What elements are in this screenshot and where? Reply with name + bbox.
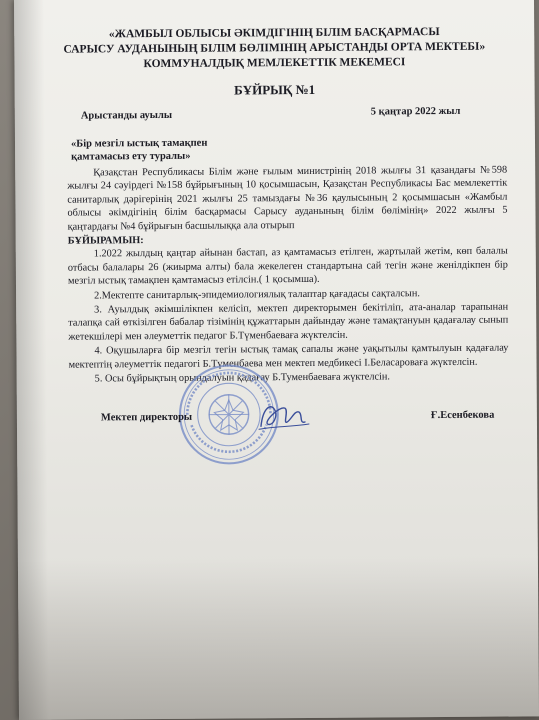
page-shadow-left	[14, 0, 49, 720]
order-title: БҰЙРЫҚ №1	[234, 81, 316, 98]
order-item-5: 5. Осы бұйрықтың орындалуын қадағау Б.Туменбаеваға жүктелсін.	[94, 371, 391, 385]
subject-line-1: «Бір мезгіл ыстық тамақпен	[70, 137, 208, 150]
signer-role: Мектеп директоры	[100, 411, 193, 424]
order-item-3: 3. Ауылдық әкімшілікпен келісіп, мектеп директорымен бекітіліп, ата-аналар тарапынан талапқа сай өткізілген бабалар тізімінің құжаттарын дайындау және тамақтануын қадағалау сынып жетекшілері мен әлеуметтік педагог Б.Түменбаеваға жүктелсін.	[68, 301, 509, 343]
intro-paragraph: Қазақстан Республикасы Білім және ғылым министрінің 2018 жылғы 31 қазандағы №598 жылғы 24 сәуірдегі №158 бұйрығының 10 қосымшасын, Қазақстан Республикасы Бас мемлекеттік санитарлық дәрігерінің 2021 жылғы 25 тамыздағы №36 қаулысының 2 қосымшасын «Жамбыл облысы әкімдігінің білім басқармасы Сарысу ауданының білім бөлімінің» 2022 жылғы 5 қаңтардағы №4 бұйрығын басшылыққа ала отырып	[67, 164, 508, 233]
order-date: 5 қаңтар 2022 жыл	[370, 105, 461, 118]
order-item-2: 2.Мектепте санитарлық-эпидемиологиялық талаптар қағадасы сақталсын.	[94, 287, 420, 302]
header-line-3: КОММУНАЛДЫҚ МЕМЛЕКЕТТІК МЕКЕМЕСІ	[143, 56, 406, 71]
order-word: БҰЙЫРАМЫН:	[67, 235, 144, 247]
order-place: Арыстанды ауылы	[80, 109, 173, 122]
order-item-1: 1.2022 жылдың қаңтар айынан бастап, аз қамтамасыз етілген, жартылай жетім, көп балалы отбасы балалары 26 (жиырма алты) бала жекелеген стандартына сай тегін және женілдікпен бір мезгіл ыстық тамақпен қамтамасыз етілсін.( 1 қосымша).	[67, 245, 508, 287]
header-line-1: «ЖАМБЫЛ ОБЛЫСЫ ӘКІМДІГІНІҢ БІЛІМ БАСҚАРМАСЫ	[108, 26, 440, 41]
order-subject	[71, 137, 208, 164]
header-line-2: САРЫСУ АУДАНЫНЫҢ БІЛІМ БӨЛІМІНІҢ АРЫСТАНДЫ ОРТА МЕКТЕБІ»	[63, 40, 486, 56]
director-signature	[253, 396, 313, 436]
order-body	[67, 164, 509, 388]
document-page	[14, 0, 539, 720]
order-item-4: 4. Оқушыларға бір мезгіл тегін ыстық тамақ сапалы және уақытылы қамтылуын қадағалау мектептің әлеуметтік педагогі Б.Түменбаева мен мектеп медбикесі І.Беласароваға жүктелсін.	[68, 342, 509, 371]
organization-header	[54, 25, 494, 73]
page-shadow-bottom	[18, 556, 539, 720]
subject-line-2: қамтамасыз ету туралы»	[71, 150, 191, 163]
signer-name: Ғ.Есенбекова	[430, 409, 495, 422]
